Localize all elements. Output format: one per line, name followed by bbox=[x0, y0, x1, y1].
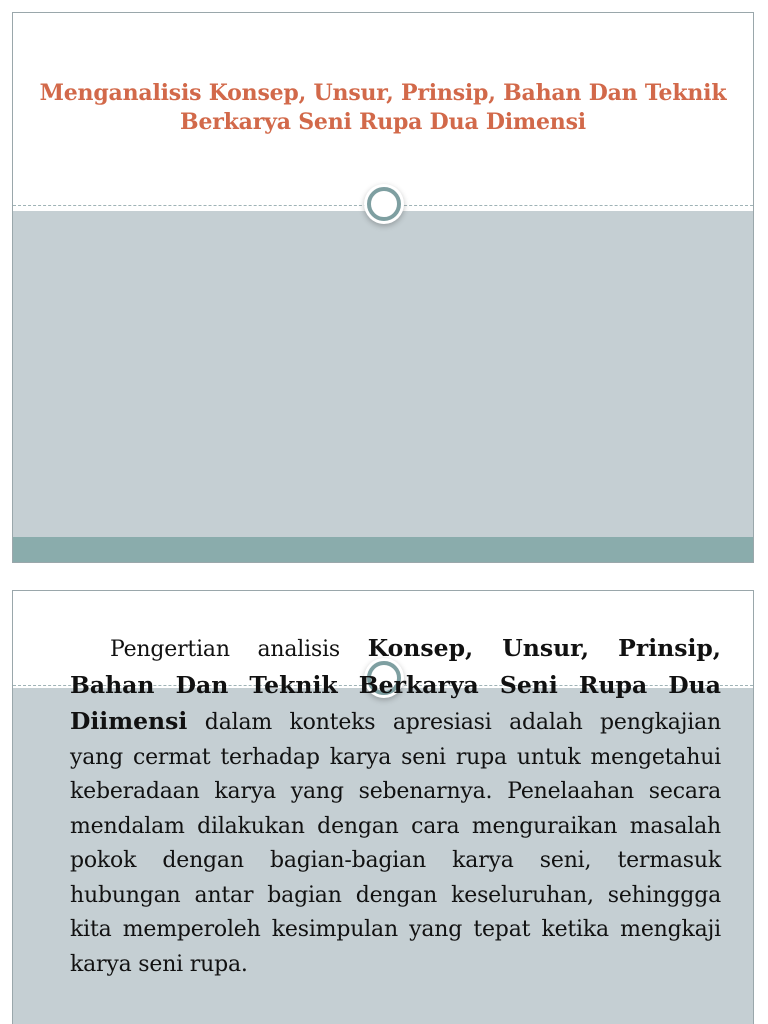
intro-text: Pengertian analisis bbox=[110, 637, 368, 662]
slide-title: Menganalisis Konsep, Unsur, Prinsip, Bahan Dan Teknik Berkarya Seni Rupa Dua Dimensi bbox=[39, 80, 727, 135]
content-panel bbox=[13, 211, 753, 537]
definition-paragraph bbox=[70, 631, 721, 982]
footer-accent-bar bbox=[13, 537, 753, 563]
title-slide bbox=[12, 12, 754, 563]
bold-term: Konsep, Unsur, Prinsip, Bahan Dan Teknik Berkarya Seni Rupa Dua Diimensi bbox=[70, 634, 721, 735]
content-slide bbox=[12, 590, 754, 1024]
ring-ornament-icon bbox=[367, 187, 401, 221]
body-text: dalam konteks apresiasi adalah pengkajian yang cermat terhadap karya seni rupa untuk mengetahui keberadaan karya yang sebenarnya. Penelaahan secara mendalam dilakukan dengan cara menguraikan masalah pokok dengan bagian-bagian karya seni, termasuk hubungan antar bagian dengan keseluruhan, sehinggga kita memperoleh kesimpulan yang tepat ketika mengkaji karya seni rupa. bbox=[70, 710, 721, 977]
